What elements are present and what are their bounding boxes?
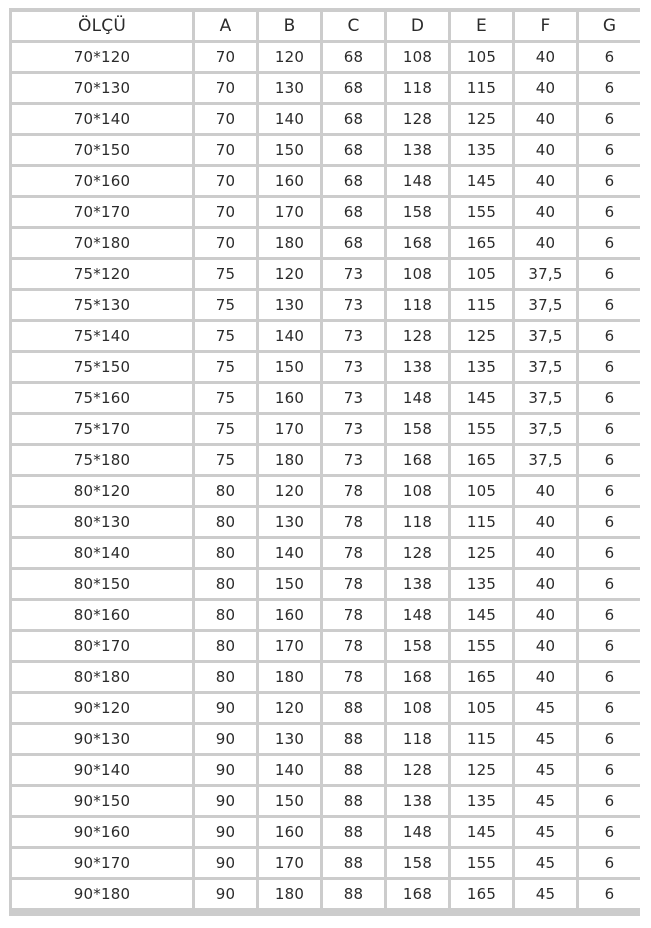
table-row [12, 291, 640, 319]
table-cell-olcu: 70*150 [12, 136, 192, 164]
table-cell-c: 73 [323, 446, 384, 474]
table-cell-d: 128 [387, 105, 448, 133]
table-cell-g: 6 [579, 787, 640, 815]
table-row [12, 260, 640, 288]
table-cell-f: 37,5 [515, 260, 576, 288]
table-cell-f: 45 [515, 880, 576, 908]
column-header-e: E [451, 12, 512, 40]
table-cell-b: 170 [259, 849, 320, 877]
table-cell-d: 138 [387, 136, 448, 164]
table-cell-g: 6 [579, 167, 640, 195]
table-cell-b: 160 [259, 167, 320, 195]
table-cell-f: 37,5 [515, 384, 576, 412]
table-cell-d: 158 [387, 198, 448, 226]
table-row [12, 601, 640, 629]
table-cell-b: 150 [259, 570, 320, 598]
table-cell-f: 40 [515, 508, 576, 536]
table-cell-d: 108 [387, 477, 448, 505]
column-header-b: B [259, 12, 320, 40]
table-cell-a: 75 [195, 384, 256, 412]
table-cell-c: 68 [323, 136, 384, 164]
table-cell-e: 125 [451, 756, 512, 784]
table-cell-e: 165 [451, 663, 512, 691]
table-cell-b: 140 [259, 105, 320, 133]
table-row [12, 539, 640, 567]
table-cell-e: 135 [451, 353, 512, 381]
table-cell-olcu: 90*180 [12, 880, 192, 908]
table-cell-e: 155 [451, 849, 512, 877]
table-cell-c: 78 [323, 601, 384, 629]
table-cell-olcu: 80*130 [12, 508, 192, 536]
table-cell-olcu: 75*120 [12, 260, 192, 288]
table-cell-c: 73 [323, 415, 384, 443]
column-header-d: D [387, 12, 448, 40]
table-cell-b: 150 [259, 136, 320, 164]
table-cell-d: 108 [387, 694, 448, 722]
table-cell-g: 6 [579, 415, 640, 443]
table-cell-b: 120 [259, 43, 320, 71]
table-cell-g: 6 [579, 756, 640, 784]
table-cell-b: 130 [259, 725, 320, 753]
table-cell-olcu: 70*180 [12, 229, 192, 257]
table-cell-c: 88 [323, 725, 384, 753]
table-cell-c: 88 [323, 694, 384, 722]
table-cell-a: 80 [195, 477, 256, 505]
table-row [12, 198, 640, 226]
table-row [12, 663, 640, 691]
table-cell-a: 75 [195, 291, 256, 319]
table-cell-e: 105 [451, 694, 512, 722]
table-cell-f: 40 [515, 570, 576, 598]
table-cell-olcu: 75*150 [12, 353, 192, 381]
table-cell-c: 73 [323, 260, 384, 288]
table-cell-f: 37,5 [515, 415, 576, 443]
table-row [12, 74, 640, 102]
table-cell-g: 6 [579, 384, 640, 412]
table-cell-c: 78 [323, 632, 384, 660]
table-cell-d: 118 [387, 725, 448, 753]
table-cell-b: 180 [259, 663, 320, 691]
table-cell-a: 70 [195, 43, 256, 71]
table-cell-olcu: 90*140 [12, 756, 192, 784]
table-row [12, 787, 640, 815]
table-cell-d: 138 [387, 570, 448, 598]
table-cell-g: 6 [579, 694, 640, 722]
table-cell-g: 6 [579, 322, 640, 350]
table-cell-d: 148 [387, 818, 448, 846]
table-cell-d: 158 [387, 415, 448, 443]
table-cell-e: 115 [451, 508, 512, 536]
table-cell-e: 115 [451, 291, 512, 319]
table-cell-g: 6 [579, 260, 640, 288]
table-cell-e: 115 [451, 74, 512, 102]
table-cell-e: 155 [451, 198, 512, 226]
table-cell-g: 6 [579, 74, 640, 102]
table-cell-e: 125 [451, 322, 512, 350]
table-cell-f: 40 [515, 105, 576, 133]
table-cell-c: 88 [323, 849, 384, 877]
table-cell-f: 40 [515, 477, 576, 505]
table-row [12, 632, 640, 660]
table-cell-olcu: 75*170 [12, 415, 192, 443]
table-cell-a: 90 [195, 694, 256, 722]
table-cell-b: 140 [259, 322, 320, 350]
table-cell-g: 6 [579, 570, 640, 598]
table-cell-a: 70 [195, 229, 256, 257]
table-cell-a: 70 [195, 167, 256, 195]
table-cell-c: 73 [323, 384, 384, 412]
table-cell-g: 6 [579, 477, 640, 505]
table-cell-b: 120 [259, 477, 320, 505]
table-cell-olcu: 75*130 [12, 291, 192, 319]
table-cell-f: 37,5 [515, 446, 576, 474]
table-cell-d: 168 [387, 446, 448, 474]
table-cell-c: 73 [323, 353, 384, 381]
table-cell-g: 6 [579, 725, 640, 753]
table-row [12, 136, 640, 164]
table-cell-e: 125 [451, 105, 512, 133]
table-cell-e: 115 [451, 725, 512, 753]
table-cell-g: 6 [579, 601, 640, 629]
table-cell-g: 6 [579, 632, 640, 660]
table-cell-g: 6 [579, 43, 640, 71]
table-cell-a: 70 [195, 136, 256, 164]
table-cell-c: 78 [323, 663, 384, 691]
table-cell-a: 80 [195, 570, 256, 598]
table-cell-f: 45 [515, 694, 576, 722]
table-cell-a: 80 [195, 508, 256, 536]
table-row [12, 322, 640, 350]
table-cell-b: 150 [259, 787, 320, 815]
table-cell-d: 168 [387, 880, 448, 908]
table-cell-c: 68 [323, 105, 384, 133]
table-cell-f: 40 [515, 229, 576, 257]
table-cell-b: 170 [259, 632, 320, 660]
table-cell-f: 37,5 [515, 353, 576, 381]
table-row [12, 105, 640, 133]
table-cell-g: 6 [579, 198, 640, 226]
table-cell-e: 165 [451, 446, 512, 474]
table-cell-b: 180 [259, 446, 320, 474]
table-cell-a: 80 [195, 539, 256, 567]
table-cell-d: 168 [387, 663, 448, 691]
table-cell-e: 105 [451, 260, 512, 288]
table-cell-olcu: 70*170 [12, 198, 192, 226]
table-cell-b: 160 [259, 384, 320, 412]
table-cell-f: 37,5 [515, 322, 576, 350]
table-cell-f: 40 [515, 198, 576, 226]
table-cell-c: 68 [323, 43, 384, 71]
table-cell-olcu: 80*150 [12, 570, 192, 598]
table-cell-d: 148 [387, 601, 448, 629]
table-cell-g: 6 [579, 105, 640, 133]
table-cell-d: 108 [387, 43, 448, 71]
table-cell-b: 160 [259, 601, 320, 629]
table-cell-c: 68 [323, 74, 384, 102]
table-cell-a: 70 [195, 105, 256, 133]
table-cell-f: 45 [515, 756, 576, 784]
table-row [12, 570, 640, 598]
table-cell-c: 68 [323, 198, 384, 226]
table-cell-b: 180 [259, 880, 320, 908]
table-cell-a: 90 [195, 818, 256, 846]
table-cell-f: 45 [515, 725, 576, 753]
table-cell-olcu: 70*130 [12, 74, 192, 102]
table-cell-g: 6 [579, 818, 640, 846]
table-cell-e: 145 [451, 384, 512, 412]
table-header-row [12, 12, 640, 40]
table-cell-a: 75 [195, 322, 256, 350]
table-cell-d: 108 [387, 260, 448, 288]
table-cell-a: 80 [195, 663, 256, 691]
table-row [12, 229, 640, 257]
table-cell-e: 165 [451, 880, 512, 908]
table-cell-a: 75 [195, 415, 256, 443]
table-cell-g: 6 [579, 880, 640, 908]
table-cell-g: 6 [579, 229, 640, 257]
table-cell-olcu: 80*140 [12, 539, 192, 567]
table-row [12, 880, 640, 908]
table-cell-a: 70 [195, 74, 256, 102]
table-cell-c: 73 [323, 291, 384, 319]
table-cell-d: 118 [387, 74, 448, 102]
table-cell-f: 45 [515, 849, 576, 877]
table-cell-f: 40 [515, 663, 576, 691]
table-cell-e: 125 [451, 539, 512, 567]
table-cell-g: 6 [579, 446, 640, 474]
table-cell-g: 6 [579, 353, 640, 381]
table-cell-e: 165 [451, 229, 512, 257]
table-cell-b: 130 [259, 291, 320, 319]
table-cell-olcu: 70*140 [12, 105, 192, 133]
table-cell-b: 130 [259, 74, 320, 102]
table-cell-olcu: 90*160 [12, 818, 192, 846]
table-cell-f: 40 [515, 539, 576, 567]
table-cell-e: 155 [451, 632, 512, 660]
table-cell-olcu: 70*160 [12, 167, 192, 195]
dimensions-table [9, 9, 643, 911]
table-cell-e: 145 [451, 818, 512, 846]
table-cell-g: 6 [579, 539, 640, 567]
table-cell-a: 75 [195, 353, 256, 381]
table-cell-d: 118 [387, 508, 448, 536]
table-cell-c: 73 [323, 322, 384, 350]
table-row [12, 849, 640, 877]
table-cell-f: 40 [515, 136, 576, 164]
table-cell-f: 45 [515, 818, 576, 846]
table-cell-a: 80 [195, 601, 256, 629]
table-cell-f: 37,5 [515, 291, 576, 319]
table-row [12, 818, 640, 846]
table-cell-d: 138 [387, 353, 448, 381]
table-cell-c: 88 [323, 818, 384, 846]
table-cell-c: 78 [323, 477, 384, 505]
table-cell-olcu: 80*120 [12, 477, 192, 505]
table-cell-b: 120 [259, 260, 320, 288]
table-cell-c: 68 [323, 167, 384, 195]
table-cell-b: 150 [259, 353, 320, 381]
table-cell-a: 90 [195, 880, 256, 908]
table-row [12, 446, 640, 474]
table-cell-b: 130 [259, 508, 320, 536]
table-cell-e: 145 [451, 167, 512, 195]
table-cell-f: 40 [515, 601, 576, 629]
table-cell-d: 138 [387, 787, 448, 815]
table-cell-c: 78 [323, 539, 384, 567]
table-cell-d: 158 [387, 849, 448, 877]
table-row [12, 43, 640, 71]
table-cell-a: 70 [195, 198, 256, 226]
table-cell-b: 180 [259, 229, 320, 257]
table-cell-e: 145 [451, 601, 512, 629]
table-row [12, 415, 640, 443]
table-cell-d: 148 [387, 384, 448, 412]
table-cell-olcu: 80*170 [12, 632, 192, 660]
table-cell-olcu: 75*140 [12, 322, 192, 350]
table-cell-olcu: 70*120 [12, 43, 192, 71]
table-cell-b: 170 [259, 415, 320, 443]
table-cell-a: 90 [195, 787, 256, 815]
column-header-a: A [195, 12, 256, 40]
table-cell-f: 40 [515, 167, 576, 195]
column-header-olcu: ÖLÇÜ [12, 12, 192, 40]
table-cell-d: 168 [387, 229, 448, 257]
table-cell-b: 140 [259, 756, 320, 784]
table-cell-olcu: 90*130 [12, 725, 192, 753]
table-cell-olcu: 80*180 [12, 663, 192, 691]
table-cell-d: 118 [387, 291, 448, 319]
table-cell-olcu: 90*150 [12, 787, 192, 815]
table-cell-f: 45 [515, 787, 576, 815]
table-cell-f: 40 [515, 43, 576, 71]
table-cell-d: 158 [387, 632, 448, 660]
table-cell-b: 160 [259, 818, 320, 846]
table-cell-e: 105 [451, 477, 512, 505]
table-cell-b: 120 [259, 694, 320, 722]
table-cell-c: 88 [323, 756, 384, 784]
table-cell-olcu: 90*170 [12, 849, 192, 877]
table-cell-a: 75 [195, 446, 256, 474]
table-row [12, 508, 640, 536]
table-cell-e: 105 [451, 43, 512, 71]
table-cell-e: 135 [451, 787, 512, 815]
table-cell-g: 6 [579, 508, 640, 536]
table-cell-g: 6 [579, 291, 640, 319]
table-cell-e: 135 [451, 570, 512, 598]
table-cell-d: 128 [387, 539, 448, 567]
table-row [12, 167, 640, 195]
table-row [12, 353, 640, 381]
table-row [12, 756, 640, 784]
column-header-c: C [323, 12, 384, 40]
table-row [12, 384, 640, 412]
table-cell-c: 88 [323, 880, 384, 908]
table-cell-a: 90 [195, 756, 256, 784]
table-cell-e: 135 [451, 136, 512, 164]
table-cell-d: 148 [387, 167, 448, 195]
table-cell-c: 78 [323, 570, 384, 598]
table-row [12, 477, 640, 505]
column-header-f: F [515, 12, 576, 40]
table-cell-f: 40 [515, 632, 576, 660]
table-cell-a: 80 [195, 632, 256, 660]
table-cell-g: 6 [579, 663, 640, 691]
table-cell-olcu: 75*180 [12, 446, 192, 474]
table-cell-a: 75 [195, 260, 256, 288]
table-cell-d: 128 [387, 322, 448, 350]
table-cell-a: 90 [195, 725, 256, 753]
table-row [12, 725, 640, 753]
table-cell-b: 170 [259, 198, 320, 226]
table-cell-olcu: 80*160 [12, 601, 192, 629]
table-cell-c: 68 [323, 229, 384, 257]
table-cell-c: 88 [323, 787, 384, 815]
table-cell-g: 6 [579, 849, 640, 877]
table-cell-olcu: 75*160 [12, 384, 192, 412]
table-cell-olcu: 90*120 [12, 694, 192, 722]
table-cell-e: 155 [451, 415, 512, 443]
table-cell-b: 140 [259, 539, 320, 567]
table-body [12, 43, 640, 908]
column-header-g: G [579, 12, 640, 40]
table-cell-d: 128 [387, 756, 448, 784]
table-cell-c: 78 [323, 508, 384, 536]
table-cell-a: 90 [195, 849, 256, 877]
table-cell-f: 40 [515, 74, 576, 102]
table-row [12, 694, 640, 722]
dimensions-table-container [9, 8, 640, 916]
table-cell-g: 6 [579, 136, 640, 164]
